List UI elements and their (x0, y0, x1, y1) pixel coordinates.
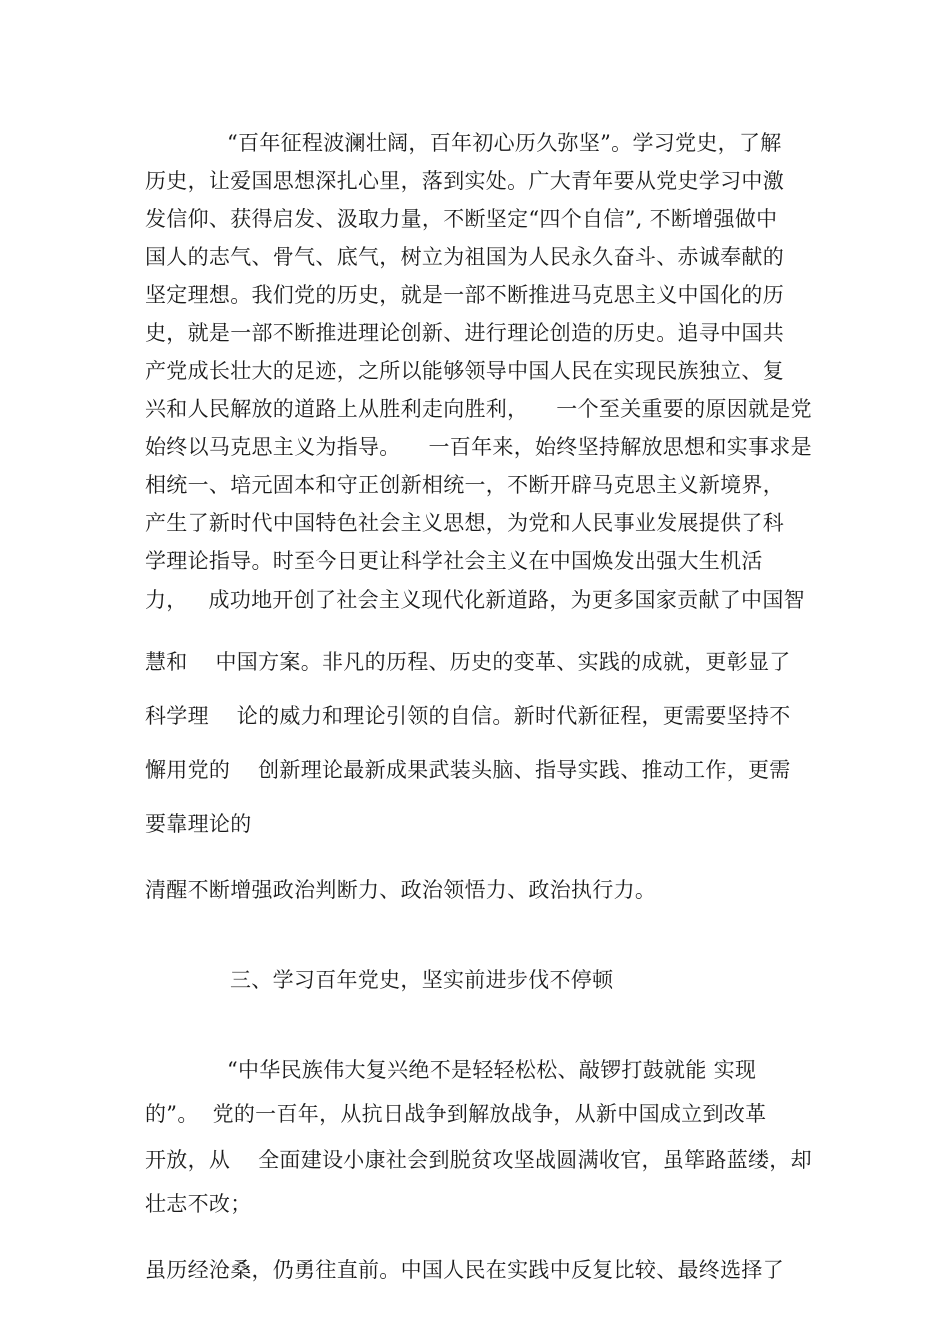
text-line: 壮志不改； (145, 1192, 252, 1216)
text-line: 发信仰、获得启发、汲取力量，不断坚定“四个自信”, 不断增强做中 (145, 207, 778, 231)
text-line: 国人的志气、骨气、底气，树立为祖国为人民永久奋斗、赤诚奉献的 (145, 245, 784, 269)
text-line: 学理论指导。时至今日更让科学社会主义在中国焕发出强大生机活 (145, 549, 763, 573)
text-line: “中华民族伟大复兴绝不是轻轻松松、敲锣打鼓就能 实现 (227, 1058, 757, 1082)
text-line: 开放，从 全面建设小康社会到脱贫攻坚战圆满收官，虽筚路蓝缕，却 (145, 1148, 812, 1172)
text-line: 的”。 党的一百年，从抗日战争到解放战争，从新中国成立到改革 (145, 1102, 767, 1126)
text-line: 相统一、培元固本和守正创新相统一，不断开辟马克思主义新境界， (145, 473, 784, 497)
section-heading: 三、学习百年党史，坚实前进步伐不停顿 (230, 968, 614, 992)
text-line: 力， 成功地开创了社会主义现代化新道路，为更多国家贡献了中国智 (145, 588, 805, 612)
paragraph-4: 虽历经沧桑，仍勇往直前。中国人民在实践中反复比较、最终选择了 (145, 1258, 784, 1282)
text-line: 史，就是一部不断推进理论创新、进行理论创造的历史。追寻中国共 (145, 321, 784, 345)
text-line: 要靠理论的 (145, 812, 252, 836)
text-line: 产生了新时代中国特色社会主义思想，为党和人民事业发展提供了科 (145, 511, 784, 535)
text-line: 懈用党的 创新理论最新成果武装头脑、指导实践、推动工作，更需 (145, 758, 791, 782)
text-line: 始终以马克思主义为指导。 一百年来，始终坚持解放思想和实事求是 (145, 435, 812, 459)
text-line: 坚定理想。我们党的历史，就是一部不断推进马克思主义中国化的历 (145, 283, 784, 307)
text-line: 科学理 论的威力和理论引领的自信。新时代新征程，更需要坚持不 (145, 704, 791, 728)
paragraph-2: 清醒不断增强政治判断力、政治领悟力、政治执行力。 (145, 878, 657, 902)
text-line: “百年征程波澜壮阔，百年初心历久弥坚”。学习党史，了解 (227, 131, 782, 155)
text-line: 历史，让爱国思想深扎心里，落到实处。广大青年要从党史学习中激 (145, 169, 784, 193)
text-line: 兴和人民解放的道路上从胜利走向胜利， 一个至关重要的原因就是党 (145, 397, 812, 421)
text-line: 产党成长壮大的足迹，之所以能够领导中国人民在实现民族独立、复 (145, 359, 784, 383)
text-line: 慧和 中国方案。非凡的历程、历史的变革、实践的成就，更彰显了 (145, 650, 791, 674)
